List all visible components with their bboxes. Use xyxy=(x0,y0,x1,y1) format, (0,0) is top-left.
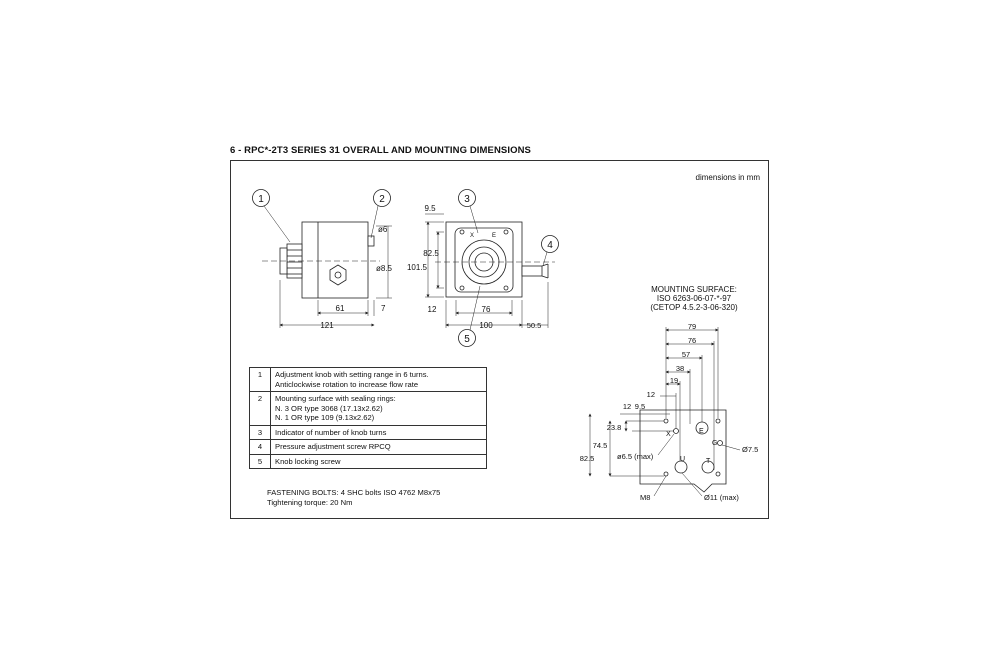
mount-dim-left-95: 9.5 xyxy=(634,402,646,411)
legend-row xyxy=(250,425,487,440)
legend-line: Adjustment knob with setting range in 6 turns. xyxy=(275,370,429,379)
side-dim-overall: 121 xyxy=(320,321,334,330)
legend-row xyxy=(250,392,487,426)
front-dim-b4: 50.5 xyxy=(526,321,542,330)
port-g: G xyxy=(712,440,718,447)
mount-dim-12: 12 xyxy=(646,390,655,399)
legend-num: 4 xyxy=(250,440,271,455)
mount-dim-76: 76 xyxy=(687,336,697,345)
legend-text xyxy=(271,440,487,455)
callout-2: 2 xyxy=(379,194,385,205)
legend-line: Knob locking screw xyxy=(275,456,341,466)
port-u: U xyxy=(680,456,686,463)
note-d11: Ø11 (max) xyxy=(704,493,739,502)
side-view xyxy=(262,222,392,298)
mounting-title-3: (CETOP 4.5.2-3-06-320) xyxy=(650,303,738,312)
fastening-note xyxy=(267,488,440,508)
units-note: dimensions in mm xyxy=(695,173,760,182)
callout-3: 3 xyxy=(464,194,470,205)
legend-line: N. 1 OR type 109 (9.13x2.62) xyxy=(275,413,375,422)
legend-line: Mounting surface with sealing rings: xyxy=(275,394,396,403)
front-dim-b1: 12 xyxy=(427,305,437,314)
callout-4: 4 xyxy=(547,240,553,251)
mount-dim-19: 19 xyxy=(669,376,679,385)
mount-dim-238: 23.8 xyxy=(606,423,622,432)
port-x: X xyxy=(666,431,671,438)
legend-row xyxy=(250,454,487,469)
front-dim-b2: 76 xyxy=(481,305,491,314)
legend-num: 2 xyxy=(250,392,271,426)
mount-dim-57: 57 xyxy=(681,350,691,359)
mounting-title-2: ISO 6263-06-07-*-97 xyxy=(656,294,732,303)
front-dim-h1: 82.5 xyxy=(423,249,439,258)
legend-line: Indicator of number of knob turns xyxy=(275,427,387,437)
side-dim-d2: ø8.5 xyxy=(376,264,393,273)
legend-line: N. 3 OR type 3068 (17.13x2.62) xyxy=(275,403,383,413)
callout-5: 5 xyxy=(464,334,470,345)
legend-text xyxy=(271,425,487,440)
port-t: T xyxy=(706,458,711,465)
side-dim-w2: 7 xyxy=(381,304,386,313)
mount-dim-left-12: 12 xyxy=(622,402,632,411)
front-dim-b3: 100 xyxy=(479,321,493,330)
legend-row xyxy=(250,368,487,392)
legend-line: Pressure adjustment screw RPCQ xyxy=(275,442,391,451)
mount-dim-79: 79 xyxy=(687,322,697,331)
front-dim-top: 9.5 xyxy=(424,204,436,213)
page-title: 6 - RPC*-2T3 SERIES 31 OVERALL AND MOUNTING DIMENSIONS xyxy=(230,145,531,156)
side-dim-d1: ø6 xyxy=(378,225,388,234)
legend-row xyxy=(250,440,487,455)
legend-line: Anticlockwise rotation to increase flow rate xyxy=(275,379,419,389)
side-dim-w1: 61 xyxy=(335,304,345,313)
note-m8: M8 xyxy=(640,493,651,502)
legend-text xyxy=(271,454,487,469)
note-d65: ø6.5 (max) xyxy=(617,452,654,461)
legend-text xyxy=(271,392,487,426)
front-mark-e: E xyxy=(492,233,497,239)
front-dim-h2: 101.5 xyxy=(406,263,428,272)
note-d75: Ø7.5 xyxy=(742,445,759,454)
callout-1: 1 xyxy=(258,194,264,205)
port-e: E xyxy=(699,428,704,435)
legend-text xyxy=(271,368,487,392)
mount-dim-825: 82.5 xyxy=(579,454,595,463)
mounting-plate xyxy=(640,410,726,492)
fastening-line: FASTENING BOLTS: 4 SHC bolts ISO 4762 M8x75 xyxy=(267,488,441,497)
mount-dim-38: 38 xyxy=(675,364,685,373)
mount-dim-745: 74.5 xyxy=(592,441,608,450)
legend-num: 1 xyxy=(250,368,271,392)
legend-table xyxy=(249,367,487,469)
front-mark-x: X xyxy=(470,233,475,239)
torque-line: Tightening torque: 20 Nm xyxy=(267,498,353,507)
legend-num: 3 xyxy=(250,425,271,440)
legend-num: 5 xyxy=(250,454,271,469)
mounting-title-1: MOUNTING SURFACE: xyxy=(651,285,737,294)
